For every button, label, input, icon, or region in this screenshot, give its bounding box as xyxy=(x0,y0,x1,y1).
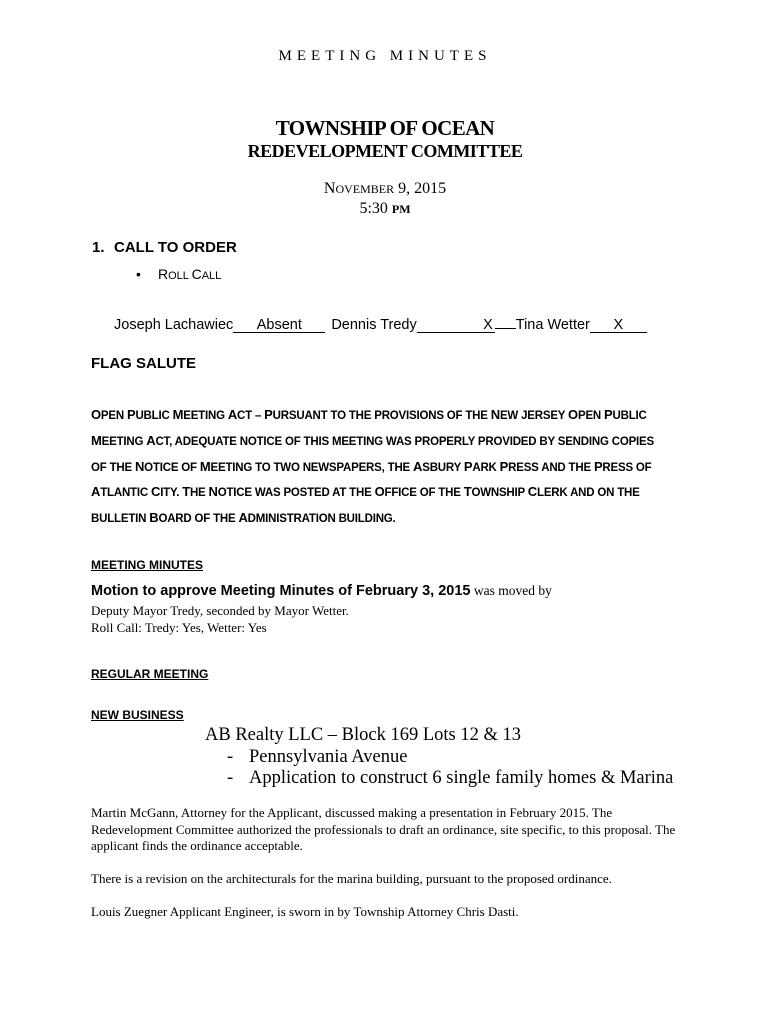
project-detail-item xyxy=(227,768,673,789)
meeting-date xyxy=(0,180,770,198)
notice-line xyxy=(91,433,654,448)
notice-line xyxy=(91,407,647,422)
project-detail-text: Pennsylvania Avenue xyxy=(249,747,408,767)
meeting-time xyxy=(0,200,770,218)
notice-text: EW JERSEY xyxy=(499,410,569,422)
date-initial: N xyxy=(323,180,336,197)
notice-text: A xyxy=(238,510,248,525)
notice-text: PEN xyxy=(577,410,605,422)
section-number: 1. xyxy=(92,239,105,256)
revision-paragraph: There is a revision on the architecturals for the marina building, pursuant to the proposed ordinance. xyxy=(91,871,612,886)
notice-text: A xyxy=(91,484,101,499)
notice-text: ARK xyxy=(472,462,500,474)
notice-text: CT, ADEQUATE NOTICE OF THIS MEETING WAS PROPERLY PROVIDED BY SENDING COPIES xyxy=(155,436,654,448)
motion-title: Motion to approve Meeting Minutes of February 3, 2015 xyxy=(91,583,471,599)
notice-text: N xyxy=(208,484,218,499)
attendee-name: Dennis Tredy xyxy=(331,317,417,333)
notice-text: UBLIC xyxy=(612,410,647,422)
notice-text: EETING xyxy=(183,410,228,422)
notice-text: PEN xyxy=(100,410,127,422)
document-header: MEETING MINUTES xyxy=(278,48,492,64)
notice-text: ITY. xyxy=(160,487,183,499)
notice-text: M xyxy=(172,407,184,422)
notice-text: CT – xyxy=(237,410,265,422)
roll-call-result: Roll Call: Tredy: Yes, Wetter: Yes xyxy=(91,620,267,635)
notice-text: URSUANT TO THE PROVISIONS OF THE xyxy=(272,410,491,422)
notice-text: FFICE OF THE xyxy=(384,487,464,499)
notice-text: P xyxy=(593,459,603,474)
notice-text: UBLIC xyxy=(135,410,173,422)
dash-icon: - xyxy=(227,747,234,767)
attendee-name: Joseph Lachawiec xyxy=(114,317,234,333)
notice-text: TLANTIC xyxy=(100,487,151,499)
notice-text: B xyxy=(149,510,159,525)
notice-line xyxy=(91,510,396,525)
notice-text: LERK AND ON THE xyxy=(537,487,640,499)
bullet-icon: • xyxy=(136,266,141,282)
notice-text: OWNSHIP xyxy=(471,487,528,499)
time-suffix: PM xyxy=(391,202,411,216)
motion-line xyxy=(91,582,552,600)
notice-text: EETING TO TWO NEWSPAPERS, THE xyxy=(210,462,414,474)
dash-icon: - xyxy=(227,768,234,788)
notice-text: P xyxy=(604,407,613,422)
project-detail-text: Application to construct 6 single family homes & Marina xyxy=(249,768,674,788)
notice-text: A xyxy=(227,407,238,422)
notice-text: OARD OF THE xyxy=(158,513,239,525)
rc-r: R xyxy=(158,266,169,282)
notice-text: A xyxy=(413,459,423,474)
notice-line xyxy=(91,484,640,499)
motion-detail: Deputy Mayor Tredy, seconded by Mayor Wetter. xyxy=(91,603,349,618)
roll-call-label xyxy=(158,266,221,282)
date-day-year: 9, 2015 xyxy=(394,180,447,197)
attendee-status: Absent xyxy=(233,317,325,333)
notice-text: T xyxy=(463,484,472,499)
sworn-in-paragraph: Louis Zuegner Applicant Engineer, is sworn in by Township Attorney Chris Dasti. xyxy=(91,904,519,919)
notice-text: BULLETIN xyxy=(91,513,150,525)
date-month-rest: OVEMBER xyxy=(335,182,395,196)
regular-meeting-heading: REGULAR MEETING xyxy=(91,667,209,681)
notice-text: P xyxy=(126,407,136,422)
notice-text: HE xyxy=(189,487,209,499)
notice-text: O xyxy=(374,484,385,499)
notice-line xyxy=(91,459,652,474)
notice-text: RESS AND THE xyxy=(508,462,594,474)
flag-salute-heading: FLAG SALUTE xyxy=(91,355,196,372)
notice-text: C xyxy=(150,484,161,499)
attendee-name: Tina Wetter xyxy=(515,317,590,333)
motion-text: was moved by xyxy=(470,583,552,598)
notice-text: P xyxy=(463,459,473,474)
attendee-status: X xyxy=(417,317,495,333)
notice-text: M xyxy=(199,459,211,474)
notice-text: OF THE xyxy=(91,462,135,474)
organization-title: TOWNSHIP OF OCEAN xyxy=(275,116,495,140)
notice-text: OTICE WAS POSTED AT THE xyxy=(217,487,375,499)
notice-text: M xyxy=(91,433,102,448)
attendee-status: X xyxy=(590,317,647,333)
project-title: AB Realty LLC – Block 169 Lots 12 & 13 xyxy=(205,725,522,745)
notice-text: C xyxy=(527,484,537,499)
notice-text: DMINISTRATION BUILDING. xyxy=(247,513,396,525)
notice-text: P xyxy=(264,407,273,422)
rc-c: C xyxy=(191,266,202,282)
notice-text: N xyxy=(490,407,500,422)
section-heading-call-to-order xyxy=(92,239,237,256)
notice-text: SBURY xyxy=(422,462,464,474)
rc-oll: OLL xyxy=(168,270,192,282)
notice-text: O xyxy=(91,407,101,422)
notice-text: N xyxy=(134,459,145,474)
notice-text: A xyxy=(146,433,156,448)
section-title: CALL TO ORDER xyxy=(114,239,237,256)
discussion-paragraph: Martin McGann, Attorney for the Applicant, discussed making a presentation in February 2015. The Redevelopment Committee authorized the professionals to draft an ordinance, site specific, to this proposal. The applicant finds the ordinance acceptable. xyxy=(91,805,676,853)
notice-text: P xyxy=(499,459,509,474)
meeting-minutes-heading: MEETING MINUTES xyxy=(91,558,204,572)
project-detail-item xyxy=(227,747,407,768)
new-business-heading: NEW BUSINESS xyxy=(91,708,184,722)
rc-all: ALL xyxy=(201,270,222,282)
notice-text: O xyxy=(568,407,578,422)
notice-text: OTICE OF xyxy=(144,462,200,474)
notice-text: T xyxy=(182,484,190,499)
notice-text: EETING xyxy=(101,436,147,448)
time-number: 5:30 xyxy=(359,200,392,217)
organization-subtitle: REDEVELOPMENT COMMITTEE xyxy=(247,141,523,161)
notice-text: RESS OF xyxy=(602,462,652,474)
attendance-line xyxy=(114,313,647,333)
